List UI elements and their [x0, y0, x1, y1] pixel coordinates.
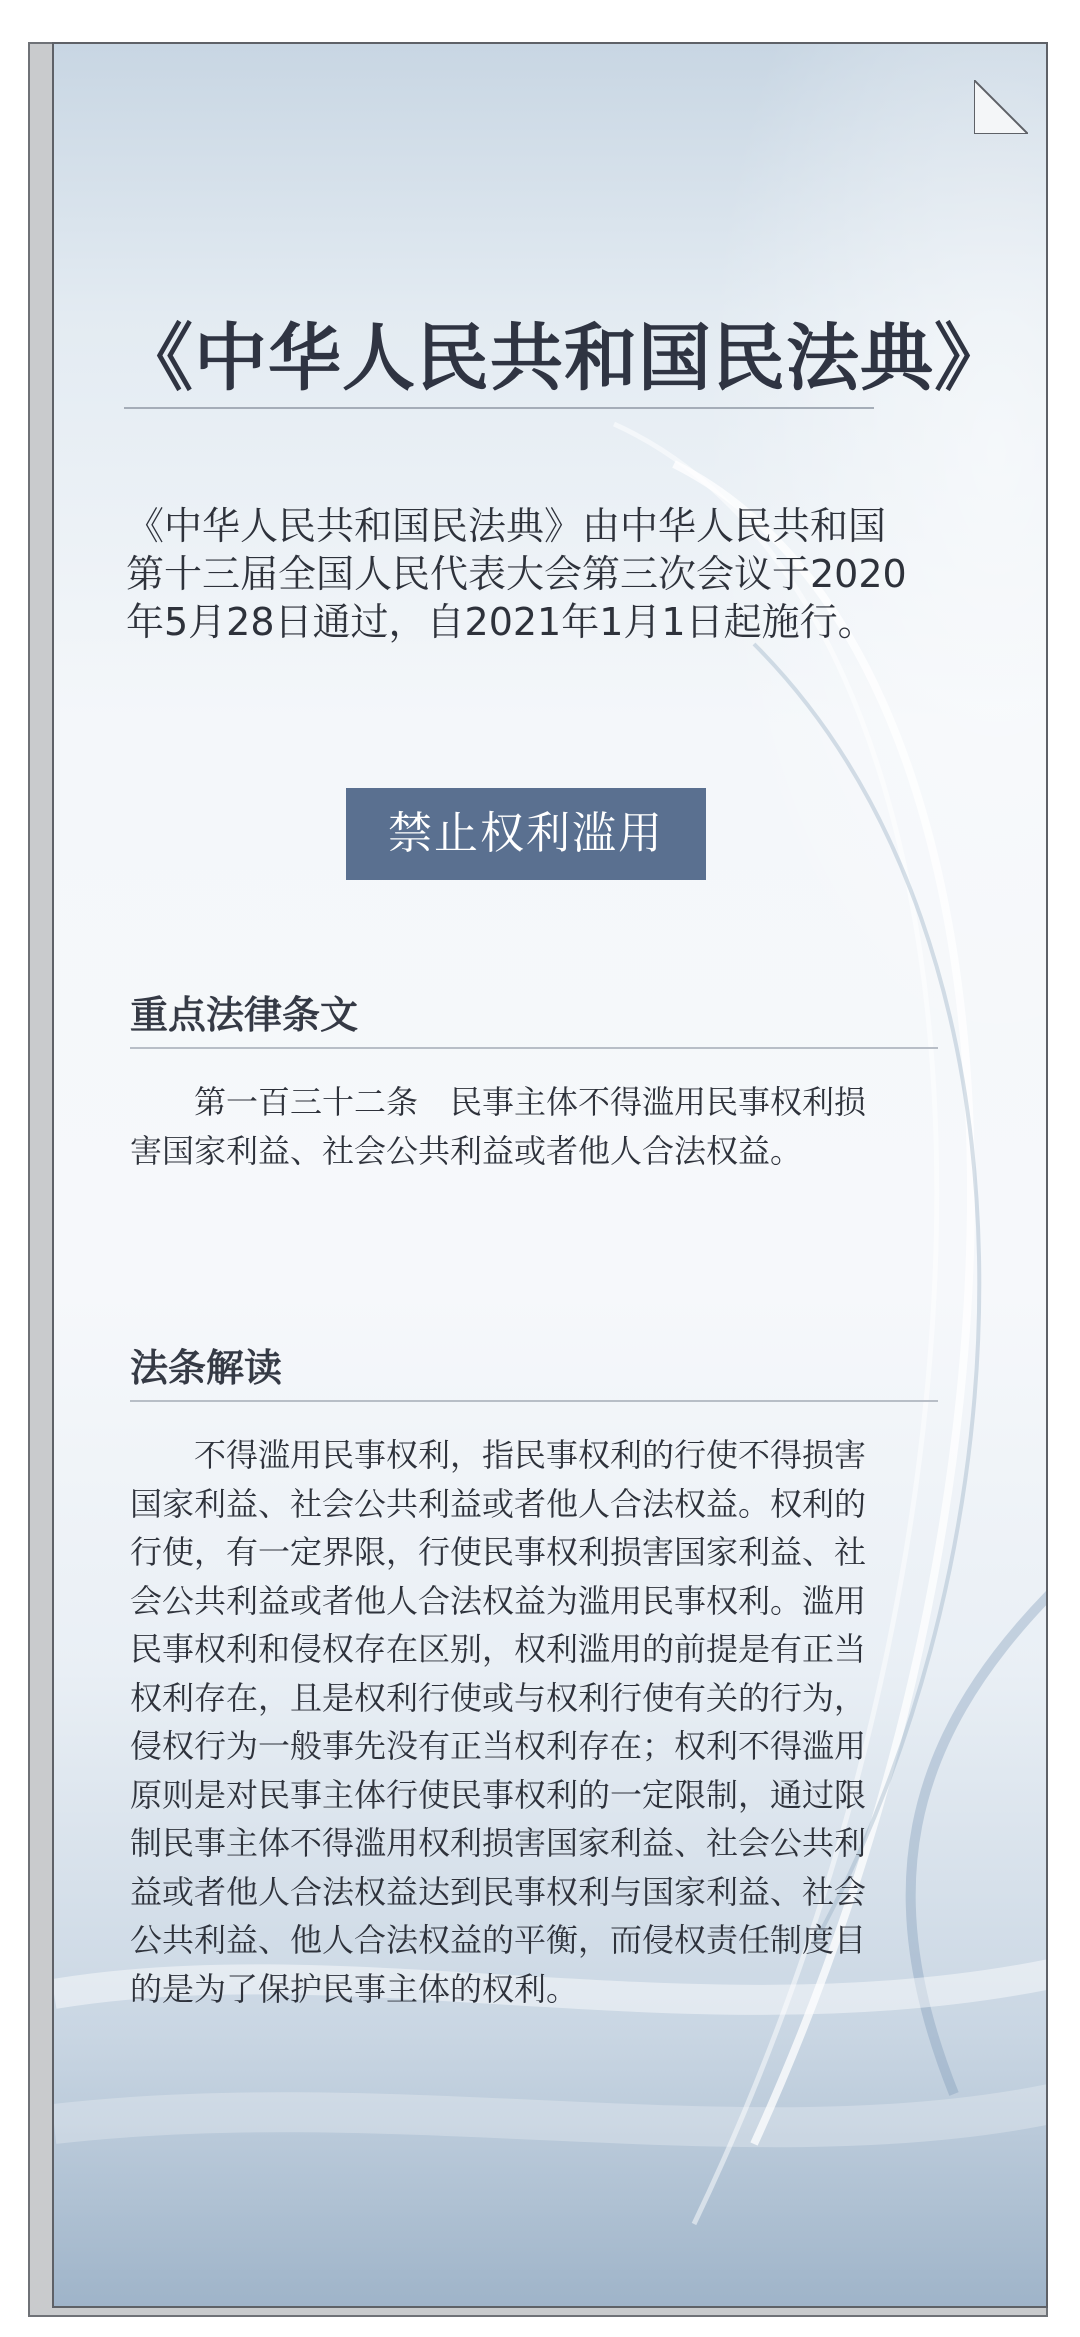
- section-heading-key-provision: 重点法律条文: [130, 993, 359, 1037]
- paragraph-line: 益或者他人合法权益达到民事权利与国家利益、社会: [130, 1872, 867, 1911]
- section-heading-interpretation: 法条解读: [130, 1346, 283, 1390]
- paragraph-line: 的是为了保护民事主体的权利。: [130, 1969, 579, 2008]
- intro-line: 年5月28日通过，自2021年1月1日起施行。: [126, 600, 876, 644]
- title-divider: [124, 407, 874, 409]
- paragraph-line: 不得滥用民事权利，指民事权利的行使不得损害: [130, 1436, 867, 1474]
- paragraph-line: 权利存在，且是权利行使或与权利行使有关的行为，: [130, 1678, 867, 1717]
- paragraph-line: 第一百三十二条 民事主体不得滥用民事权利损: [130, 1083, 867, 1121]
- paragraph-line: 侵权行为一般事先没有正当权利存在；权利不得滥用: [130, 1727, 867, 1765]
- paragraph-line: 国家利益、社会公共利益或者他人合法权益。权利的: [130, 1484, 867, 1523]
- paragraph-line: 害国家利益、社会公共利益或者他人合法权益。: [130, 1131, 803, 1170]
- document-card: [52, 42, 1048, 2308]
- section-divider: [130, 1047, 938, 1049]
- paragraph-line: 制民事主体不得滥用权利损害国家利益、社会公共利: [130, 1824, 867, 1862]
- topic-badge: 禁止权利滥用: [346, 788, 706, 880]
- key-provision-paragraph: [130, 1078, 1010, 1175]
- intro-paragraph: [126, 502, 1026, 646]
- paragraph-line: 行使，有一定界限，行使民事权利损害国家利益、社: [130, 1533, 867, 1571]
- page-title: 《中华人民共和国民法典》: [120, 315, 1008, 401]
- paragraph-line: 公共利益、他人合法权益的平衡，而侵权责任制度目: [130, 1921, 867, 1959]
- paragraph-line: 会公共利益或者他人合法权益为滥用民事权利。滥用: [130, 1581, 867, 1620]
- intro-line: 第十三届全国人民代表大会第三次会议于2020: [126, 552, 907, 596]
- paragraph-line: 原则是对民事主体行使民事权利的一定限制，通过限: [130, 1775, 867, 1814]
- interpretation-paragraph: [130, 1431, 1010, 2013]
- intro-line: 《中华人民共和国民法典》由中华人民共和国: [126, 504, 887, 548]
- section-divider: [130, 1400, 938, 1402]
- page-corner-fold-icon: [974, 80, 1028, 134]
- paragraph-line: 民事权利和侵权存在区别，权利滥用的前提是有正当: [130, 1630, 867, 1668]
